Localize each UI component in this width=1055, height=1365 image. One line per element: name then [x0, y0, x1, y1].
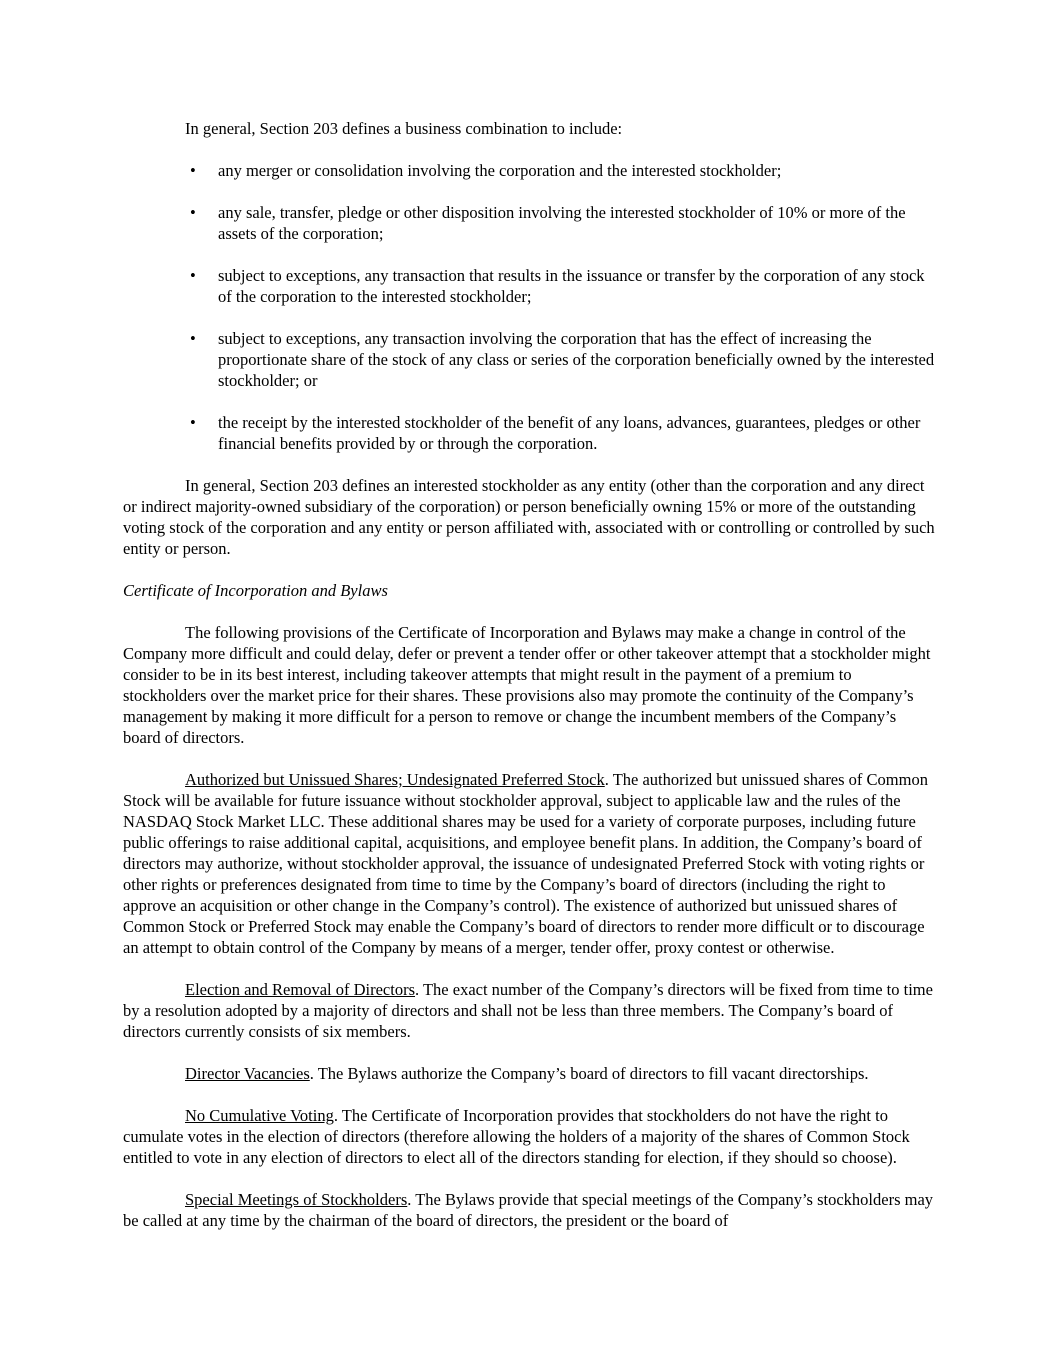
underlined-lead-director-vacancies: Director Vacancies: [185, 1064, 310, 1083]
bullet-text: subject to exceptions, any transaction that results in the issuance or transfer by the corporation of any stock of the corporation to the interested stockholder;: [218, 266, 925, 306]
bullet-text: any merger or consolidation involving the corporation and the interested stockholder;: [218, 161, 782, 180]
paragraph-text: . The Certificate of Incorporation provides that stockholders do not have the right to cumulate votes in the election of directors (therefore allowing the holders of a majority of the shares of Common Stock entitled to vote in any election of directors to elect all of the directors standing for election, if they should so choose).: [123, 1106, 910, 1167]
paragraph-director-vacancies: [123, 1063, 935, 1084]
paragraph-special-meetings: [123, 1189, 935, 1231]
paragraph-text: . The exact number of the Company’s directors will be fixed from time to time by a resolution adopted by a majority of directors and shall not be less than three members. The Company’s board of directors currently consists of six members.: [123, 980, 933, 1041]
bullet-icon: •: [190, 413, 196, 432]
underlined-lead-no-cumulative-voting: No Cumulative Voting: [185, 1106, 334, 1125]
bullet-item: [123, 160, 935, 181]
paragraph-section203-intro: In general, Section 203 defines a business combination to include:: [185, 119, 623, 138]
section-heading-certificate-of-incorporation: Certificate of Incorporation and Bylaws: [123, 581, 388, 600]
bullet-list: [123, 160, 935, 454]
paragraph-provisions-overview: The following provisions of the Certificate of Incorporation and Bylaws may make a change in control of the Company more difficult and could delay, defer or prevent a tender offer or other takeover attempt that a stockholder might consider to be in its best interest, including takeover attempts that might result in the payment of a premium to stockholders over the market price for their shares. These provisions also may promote the continuity of the Company’s management by making it more difficult for a person to remove or change the incumbent members of the Company’s board of directors.: [123, 623, 931, 747]
paragraph-text: . The Bylaws authorize the Company’s board of directors to fill vacant directorships.: [309, 1064, 869, 1083]
paragraph-authorized-unissued-shares: [123, 769, 935, 958]
bullet-text: subject to exceptions, any transaction involving the corporation that has the effect of increasing the proportionate share of the stock of any class or series of the corporation beneficially owned by the interested stockholder; or: [218, 329, 935, 390]
underlined-lead-authorized-shares: Authorized but Unissued Shares; Undesignated Preferred Stock: [185, 770, 605, 789]
bullet-text: any sale, transfer, pledge or other disposition involving the interested stockholder of 10% or more of the assets of the corporation;: [218, 203, 906, 243]
paragraph-no-cumulative-voting: [123, 1105, 935, 1168]
bullet-icon: •: [190, 203, 196, 222]
bullet-item: [123, 265, 935, 307]
paragraph-election-removal-directors: [123, 979, 935, 1042]
bullet-text: the receipt by the interested stockholder of the benefit of any loans, advances, guarantees, pledges or other financial benefits provided by or through the corporation.: [218, 413, 921, 453]
bullet-item: [123, 328, 935, 391]
underlined-lead-election-removal: Election and Removal of Directors: [185, 980, 416, 999]
bullet-item: [123, 412, 935, 454]
paragraph-text: . The Bylaws provide that special meetings of the Company’s stockholders may be called at any time by the chairman of the board of directors, the president or the board of: [123, 1190, 934, 1230]
paragraph-interested-stockholder: In general, Section 203 defines an interested stockholder as any entity (other than the corporation and any direct or indirect majority-owned subsidiary of the corporation) or person beneficially owning 15% or more of the outstanding voting stock of the corporation and any entity or person affiliated with, associated with or controlling or controlled by such entity or person.: [123, 476, 935, 558]
bullet-icon: •: [190, 329, 196, 348]
bullet-icon: •: [190, 161, 196, 180]
bullet-icon: •: [190, 266, 196, 285]
bullet-item: [123, 202, 935, 244]
paragraph-text: . The authorized but unissued shares of Common Stock will be available for future issuance without stockholder approval, subject to applicable law and the rules of the NASDAQ Stock Market LLC. These additional shares may be used for a variety of corporate purposes, including future public offerings to raise additional capital, acquisitions, and employee benefit plans. In addition, the Company’s board of directors may authorize, without stockholder approval, the issuance of undesignated Preferred Stock with voting rights or other rights or preferences designated from time to time by the Company’s board of directors (including the right to approve an acquisition or other change in the Company’s control). The existence of authorized but unissued shares of Common Stock or Preferred Stock may enable the Company’s board of directors to render more difficult or to discourage an attempt to obtain control of the Company by means of a merger, tender offer, proxy contest or otherwise.: [123, 770, 928, 957]
underlined-lead-special-meetings: Special Meetings of Stockholders: [185, 1190, 408, 1209]
